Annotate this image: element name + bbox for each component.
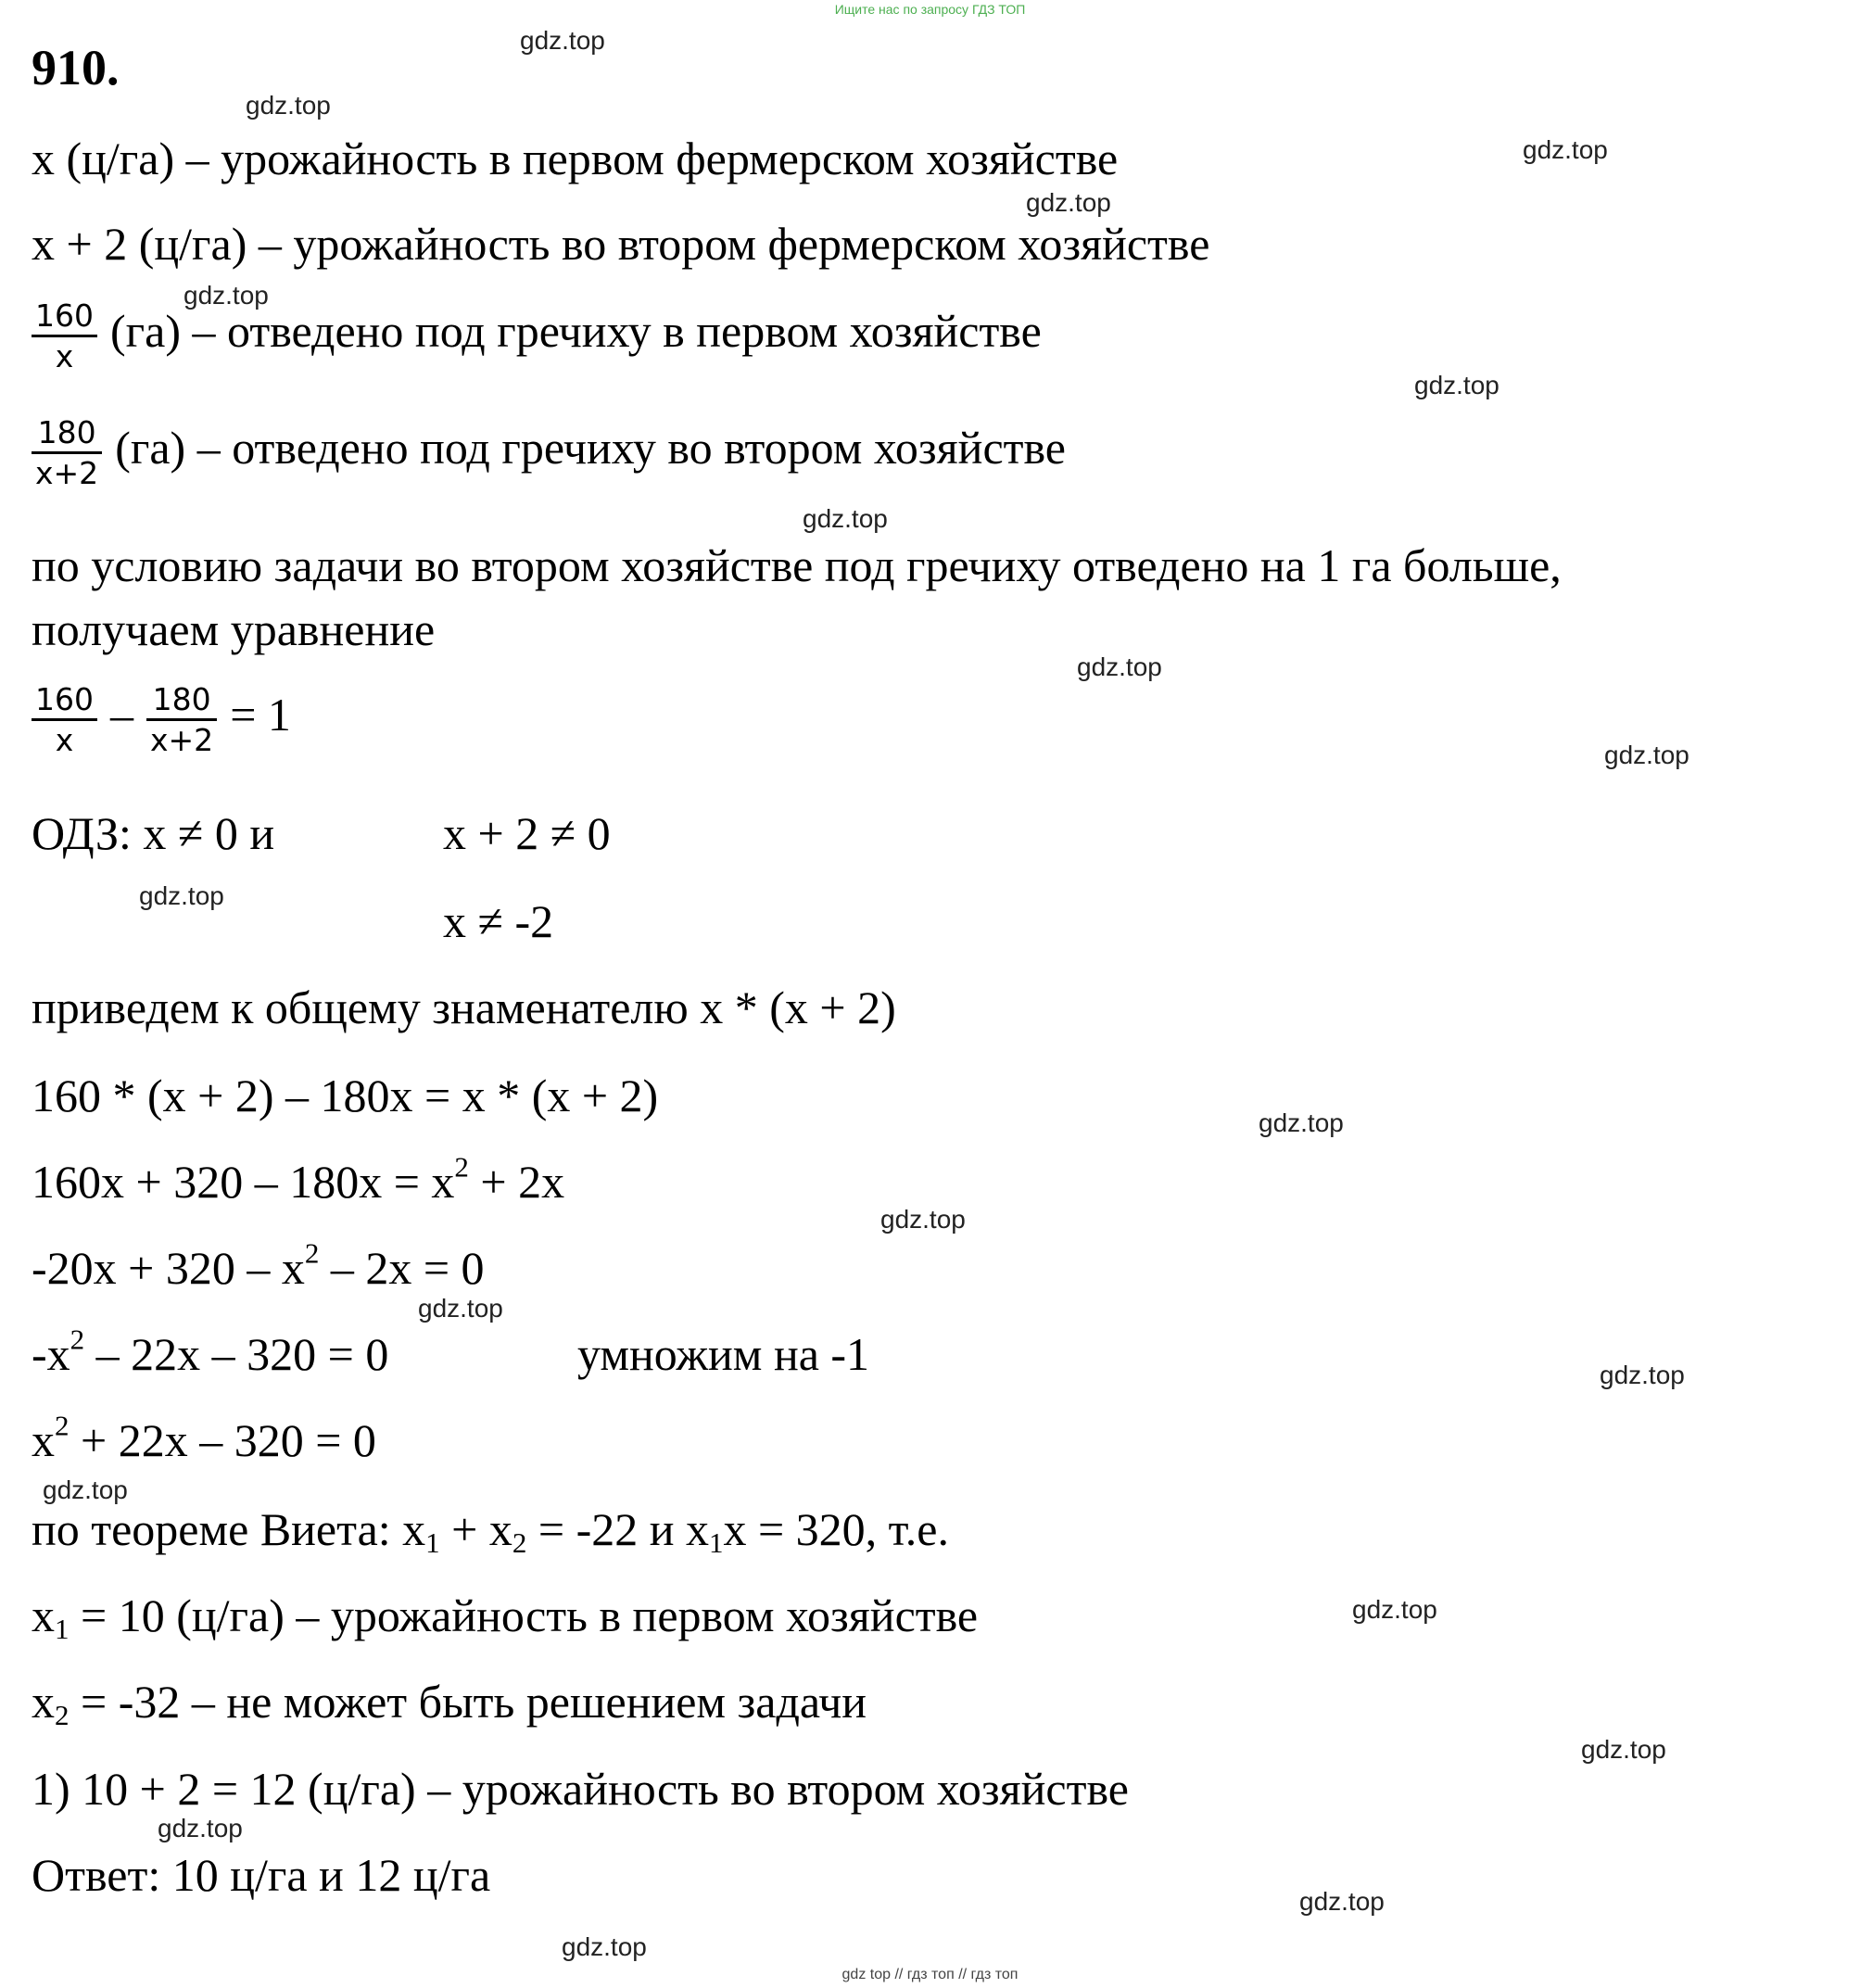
line-9-b: – 2x = 0 <box>319 1242 485 1294</box>
line-9 <box>32 1236 485 1294</box>
line-13-a: x <box>32 1589 55 1641</box>
line-11-a: x <box>32 1414 55 1466</box>
watermark: gdz.top <box>520 26 605 55</box>
line-10 <box>32 1323 389 1380</box>
fraction-180-x2 <box>32 413 102 493</box>
line-11-b: + 22x – 320 = 0 <box>69 1414 376 1466</box>
line-5b: получаем уравнение <box>32 603 436 655</box>
line-13-b: = 10 (ц/га) – урожайность в первом хозяйстве <box>69 1589 979 1641</box>
watermark: gdz.top <box>43 1475 128 1504</box>
line-8-b: + 2x <box>468 1156 565 1208</box>
footer-links: gdz top // гдз топ // гдз топ <box>841 1967 1019 1982</box>
watermark: gdz.top <box>1026 188 1111 217</box>
line-14 <box>32 1676 867 1731</box>
line-8-sup: 2 <box>454 1150 469 1184</box>
search-hint-link[interactable]: Ищите нас по запросу ГДЗ ТОП <box>834 2 1026 17</box>
watermark: gdz.top <box>1077 652 1162 681</box>
odz-line <box>32 807 275 859</box>
line-9-sup: 2 <box>304 1236 320 1270</box>
line-13-sub: 1 <box>55 1612 70 1645</box>
line-10-b: – 22x – 320 = 0 <box>84 1328 389 1380</box>
line-4-text: (га) – отведено под гречиху во втором хозяйстве <box>115 422 1066 475</box>
fraction-numerator: 180 <box>32 413 102 454</box>
watermark: gdz.top <box>1600 1361 1685 1389</box>
line-4 <box>32 413 1066 493</box>
line-15: 1) 10 + 2 = 12 (ц/га) – урожайность во втором хозяйстве <box>32 1763 1129 1815</box>
odz-a: ОДЗ: x ≠ 0 и <box>32 807 275 859</box>
equation <box>32 680 291 760</box>
eq-fraction-2 <box>146 680 217 760</box>
watermark: gdz.top <box>1604 741 1689 769</box>
line-14-sub: 2 <box>55 1698 70 1731</box>
line-10-note: умножим на -1 <box>577 1328 870 1380</box>
watermark: gdz.top <box>158 1814 243 1842</box>
eq-fraction-1 <box>32 680 97 760</box>
fraction-160-x <box>32 297 97 376</box>
eq-rhs: = 1 <box>230 689 291 741</box>
line-12 <box>32 1503 949 1559</box>
line-10-a: -x <box>32 1328 70 1380</box>
line-9-a: -20x + 320 – x <box>32 1242 305 1294</box>
watermark: gdz.top <box>183 281 269 310</box>
line-12-c: = -22 и x <box>526 1503 709 1555</box>
line-12-sub3: 1 <box>708 1526 724 1559</box>
fraction-denominator: x+2 <box>35 455 99 492</box>
fraction-numerator: 160 <box>32 297 97 337</box>
line-12-b: + x <box>439 1503 512 1555</box>
line-12-sub1: 1 <box>425 1526 440 1559</box>
watermark: gdz.top <box>418 1294 503 1323</box>
watermark: gdz.top <box>246 91 331 120</box>
line-1: x (ц/га) – урожайность в первом фермерском хозяйстве <box>32 133 1119 184</box>
line-3-text: (га) – отведено под гречиху в первом хозяйстве <box>110 305 1042 358</box>
line-7: 160 * (x + 2) – 180x = x * (x + 2) <box>32 1070 659 1121</box>
line-11 <box>32 1409 376 1466</box>
eq-minus: – <box>110 689 133 741</box>
watermark: gdz.top <box>1581 1735 1666 1764</box>
line-5a: по условию задачи во втором хозяйстве под гречиху отведено на 1 га больше, <box>32 539 1562 591</box>
line-14-b: = -32 – не может быть решением задачи <box>69 1676 867 1728</box>
line-12-a: по теореме Виета: x <box>32 1503 426 1555</box>
odz-c: x ≠ -2 <box>443 895 554 947</box>
watermark: gdz.top <box>803 504 888 533</box>
line-12-d: x = 320, т.е. <box>723 1503 949 1555</box>
line-12-sub2: 2 <box>512 1526 527 1559</box>
answer-line: Ответ: 10 ц/га и 12 ц/га <box>32 1849 491 1901</box>
line-14-a: x <box>32 1676 55 1728</box>
line-8-a: 160x + 320 – 180x = x <box>32 1156 455 1208</box>
watermark: gdz.top <box>1299 1887 1385 1916</box>
problem-number: 910. <box>32 40 120 95</box>
fraction-denominator: x <box>55 722 74 759</box>
odz-b: x + 2 ≠ 0 <box>443 807 611 859</box>
line-6: приведем к общему знаменателю x * (x + 2) <box>32 981 896 1033</box>
watermark: gdz.top <box>139 881 224 910</box>
fraction-denominator: x+2 <box>150 722 214 759</box>
fraction-numerator: 180 <box>146 680 217 721</box>
fraction-denominator: x <box>55 338 74 375</box>
line-11-sup: 2 <box>55 1409 70 1442</box>
line-8 <box>32 1150 565 1208</box>
line-2: x + 2 (ц/га) – урожайность во втором фермерском хозяйстве <box>32 218 1210 270</box>
watermark: gdz.top <box>1352 1595 1437 1624</box>
watermark: gdz.top <box>1259 1108 1344 1137</box>
line-13 <box>32 1589 979 1645</box>
line-10-sup: 2 <box>70 1323 85 1356</box>
watermark: gdz.top <box>1523 135 1608 164</box>
watermark: gdz.top <box>1414 371 1499 399</box>
fraction-numerator: 160 <box>32 680 97 721</box>
watermark: gdz.top <box>880 1205 966 1234</box>
watermark: gdz.top <box>562 1932 647 1961</box>
